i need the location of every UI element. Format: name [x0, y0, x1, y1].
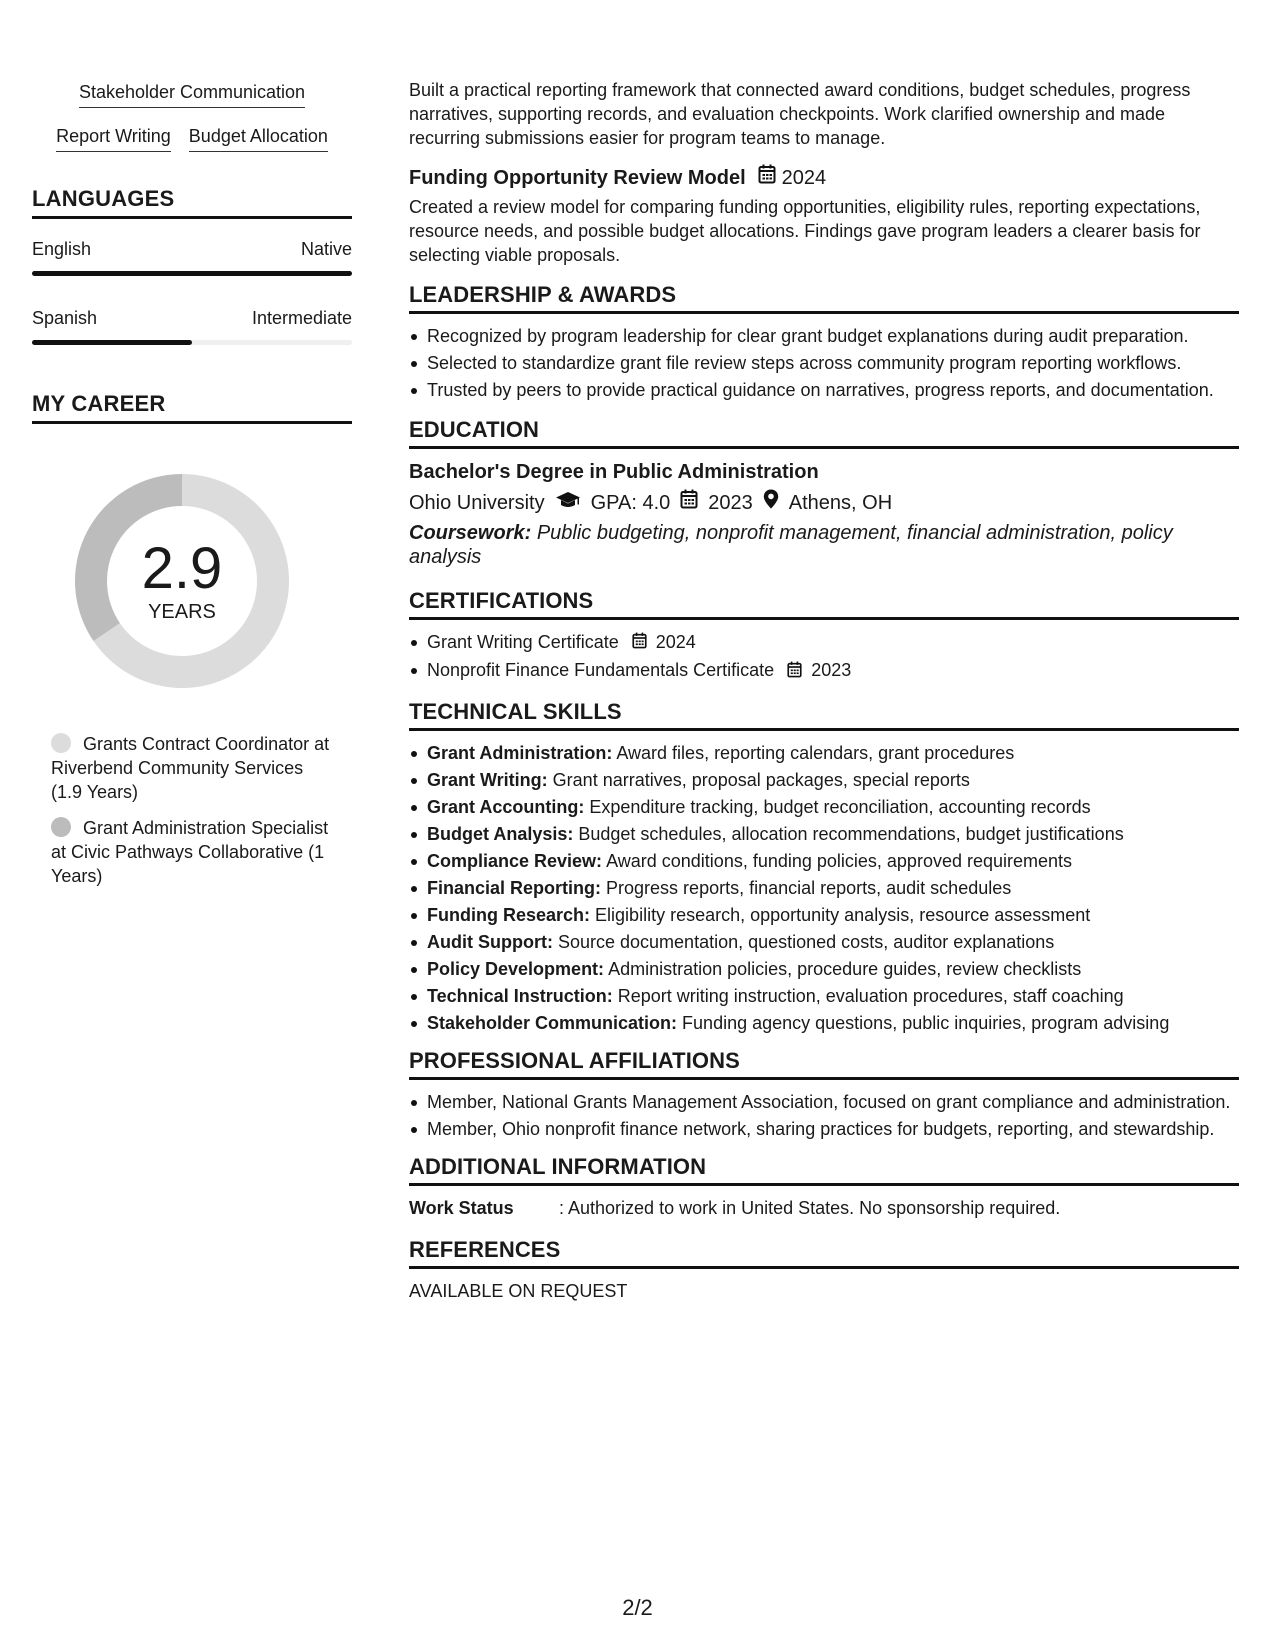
- education-year: 2023: [708, 492, 753, 514]
- skill-tag: Report Writing: [56, 124, 171, 152]
- work-status-value: : Authorized to work in United States. No sponsorship required.: [559, 1197, 1061, 1218]
- career-donut-chart: [67, 466, 297, 696]
- skill-list-item: [409, 930, 1239, 954]
- skill-label: Grant Writing:: [427, 769, 548, 790]
- skill-list-item: [409, 903, 1239, 927]
- affiliations-section: [409, 1047, 1239, 1141]
- career-item-text: Grant Administration Specialist at Civic Pathways Collaborative (1 Years): [51, 818, 329, 886]
- list-item: Member, Ohio nonprofit finance network, sharing practices for budgets, reporting, and stewardship.: [409, 1117, 1239, 1141]
- language-item: [32, 237, 352, 276]
- skill-list-item: [409, 984, 1239, 1008]
- list-item: [409, 658, 1239, 683]
- language-proficiency-fill: [32, 271, 352, 276]
- skill-label: Compliance Review:: [427, 850, 603, 871]
- project-title: Funding Opportunity Review Model: [409, 166, 746, 189]
- work-status-row: [409, 1196, 1239, 1220]
- career-legend-dot: [51, 733, 71, 753]
- language-level: Native: [300, 239, 352, 259]
- skill-list-item: [409, 849, 1239, 873]
- language-name: Spanish: [32, 308, 98, 328]
- career-list: [32, 732, 352, 888]
- right-column: [409, 78, 1239, 1303]
- leadership-heading: LEADERSHIP & AWARDS: [409, 281, 1239, 314]
- skill-tag-row: [32, 80, 352, 108]
- additional-info-section: [409, 1153, 1239, 1220]
- calendar-icon: [680, 489, 698, 517]
- language-name: English: [32, 239, 92, 259]
- leadership-list: [409, 324, 1239, 402]
- skill-list-item: [409, 957, 1239, 981]
- skill-tag: Stakeholder Communication: [79, 80, 305, 108]
- left-column: [32, 80, 352, 900]
- education-degree: Bachelor's Degree in Public Administration: [409, 461, 819, 483]
- list-item: Member, National Grants Management Association, focused on grant compliance and administration.: [409, 1090, 1239, 1114]
- coursework-label: Coursework:: [409, 522, 532, 544]
- coursework-text: Public budgeting, nonprofit management, financial administration, policy analysis: [409, 522, 1173, 568]
- skill-tag-row: [32, 124, 352, 152]
- references-section: [409, 1236, 1239, 1303]
- language-proficiency-fill: [32, 340, 192, 345]
- language-proficiency-bar: [32, 271, 352, 276]
- technical-skills-section: [409, 698, 1239, 1035]
- project-description: Built a practical reporting framework that connected award conditions, budget schedules, progress narratives, supporting records, and evaluation checkpoints. Work clarified ownership and made recurring submissions easier for program teams to manage.: [409, 80, 1191, 148]
- affiliations-list: [409, 1090, 1239, 1141]
- graduation-cap-icon: [555, 489, 581, 517]
- list-item: Recognized by program leadership for clear grant budget explanations during audit preparation.: [409, 324, 1239, 348]
- skill-label: Funding Research:: [427, 904, 591, 925]
- certification-name: Grant Writing Certificate: [427, 632, 619, 652]
- skill-label: Grant Administration:: [427, 742, 613, 763]
- skill-text: Award files, reporting calendars, grant procedures: [616, 742, 1015, 763]
- certification-year: 2024: [655, 632, 696, 652]
- page-number: 2/2: [622, 1595, 653, 1620]
- education-section: [409, 416, 1239, 569]
- skill-text: Eligibility research, opportunity analysis, resource assessment: [595, 904, 1091, 925]
- skill-list-item: [409, 822, 1239, 846]
- career-heading: MY CAREER: [32, 391, 352, 424]
- skill-text: Funding agency questions, public inquiries, program advising: [682, 1012, 1170, 1033]
- skill-text: Progress reports, financial reports, audit schedules: [606, 877, 1012, 898]
- skill-text: Expenditure tracking, budget reconciliation, accounting records: [589, 796, 1091, 817]
- skill-label: Financial Reporting:: [427, 877, 602, 898]
- education-gpa: GPA: 4.0: [590, 492, 671, 514]
- language-proficiency-bar: [32, 340, 352, 345]
- skill-list-item: [409, 795, 1239, 819]
- technical-skills-heading: TECHNICAL SKILLS: [409, 698, 1239, 731]
- language-item: [32, 306, 352, 345]
- calendar-icon: [758, 164, 776, 191]
- certification-year: 2023: [811, 660, 852, 681]
- career-section: [32, 391, 352, 888]
- references-text: AVAILABLE ON REQUEST: [409, 1280, 628, 1301]
- list-item: Trusted by peers to provide practical guidance on narratives, progress reports, and documentation.: [409, 378, 1239, 402]
- skill-label: Technical Instruction:: [427, 985, 613, 1006]
- list-item: Selected to standardize grant file review steps across community program reporting workflows.: [409, 351, 1239, 375]
- project-title-row: [409, 164, 1239, 191]
- skill-text: Award conditions, funding policies, approved requirements: [606, 850, 1073, 871]
- leadership-section: [409, 281, 1239, 402]
- education-school: Ohio University: [409, 492, 545, 514]
- skill-label: Budget Analysis:: [427, 823, 574, 844]
- skill-text: Budget schedules, allocation recommendations, budget justifications: [578, 823, 1124, 844]
- certifications-list: [409, 630, 1239, 684]
- education-heading: EDUCATION: [409, 416, 1239, 449]
- technical-skills-list: [409, 741, 1239, 1035]
- languages-section: [32, 186, 352, 345]
- skill-text: Report writing instruction, evaluation procedures, staff coaching: [617, 985, 1124, 1006]
- skill-text: Source documentation, questioned costs, auditor explanations: [557, 931, 1055, 952]
- calendar-icon: [787, 660, 802, 684]
- career-item: [51, 816, 336, 888]
- skill-list-item: [409, 1011, 1239, 1035]
- project-description: Created a review model for comparing funding opportunities, eligibility rules, reporting expectations, resource needs, and possible budget allocations. Findings gave program leaders a clearer basis for selecting viable proposals.: [409, 197, 1201, 265]
- skill-label: Policy Development:: [427, 958, 605, 979]
- skill-text: Administration policies, procedure guides, review checklists: [608, 958, 1082, 979]
- references-heading: REFERENCES: [409, 1236, 1239, 1269]
- additional-info-heading: ADDITIONAL INFORMATION: [409, 1153, 1239, 1186]
- certifications-section: [409, 587, 1239, 684]
- project-year: 2024: [781, 166, 827, 189]
- skill-list-item: [409, 876, 1239, 900]
- career-total-unit: YEARS: [148, 600, 216, 623]
- skill-tags: [32, 80, 352, 152]
- career-item: [51, 732, 336, 804]
- language-level: Intermediate: [251, 308, 352, 328]
- education-meta: [409, 489, 1239, 517]
- certifications-heading: CERTIFICATIONS: [409, 587, 1239, 620]
- skill-label: Grant Accounting:: [427, 796, 585, 817]
- language-list: [32, 237, 352, 345]
- skill-text: Grant narratives, proposal packages, special reports: [552, 769, 970, 790]
- education-coursework: [409, 521, 1239, 569]
- location-pin-icon: [763, 489, 779, 517]
- work-status-label: Work Status: [409, 1197, 514, 1218]
- career-item-text: Grants Contract Coordinator at Riverbend Community Services (1.9 Years): [51, 734, 330, 802]
- skill-tag: Budget Allocation: [189, 124, 328, 152]
- skill-list-item: [409, 768, 1239, 792]
- skill-list-item: [409, 741, 1239, 765]
- skill-label: Stakeholder Communication:: [427, 1012, 678, 1033]
- skill-label: Audit Support:: [427, 931, 553, 952]
- education-location: Athens, OH: [788, 492, 893, 514]
- career-total-value: 2.9: [141, 535, 223, 601]
- calendar-icon: [632, 631, 647, 655]
- affiliations-heading: PROFESSIONAL AFFILIATIONS: [409, 1047, 1239, 1080]
- donut-center: [67, 466, 297, 696]
- languages-heading: LANGUAGES: [32, 186, 352, 219]
- list-item: [409, 630, 1239, 655]
- career-legend-dot: [51, 817, 71, 837]
- certification-name: Nonprofit Finance Fundamentals Certificate: [427, 660, 775, 681]
